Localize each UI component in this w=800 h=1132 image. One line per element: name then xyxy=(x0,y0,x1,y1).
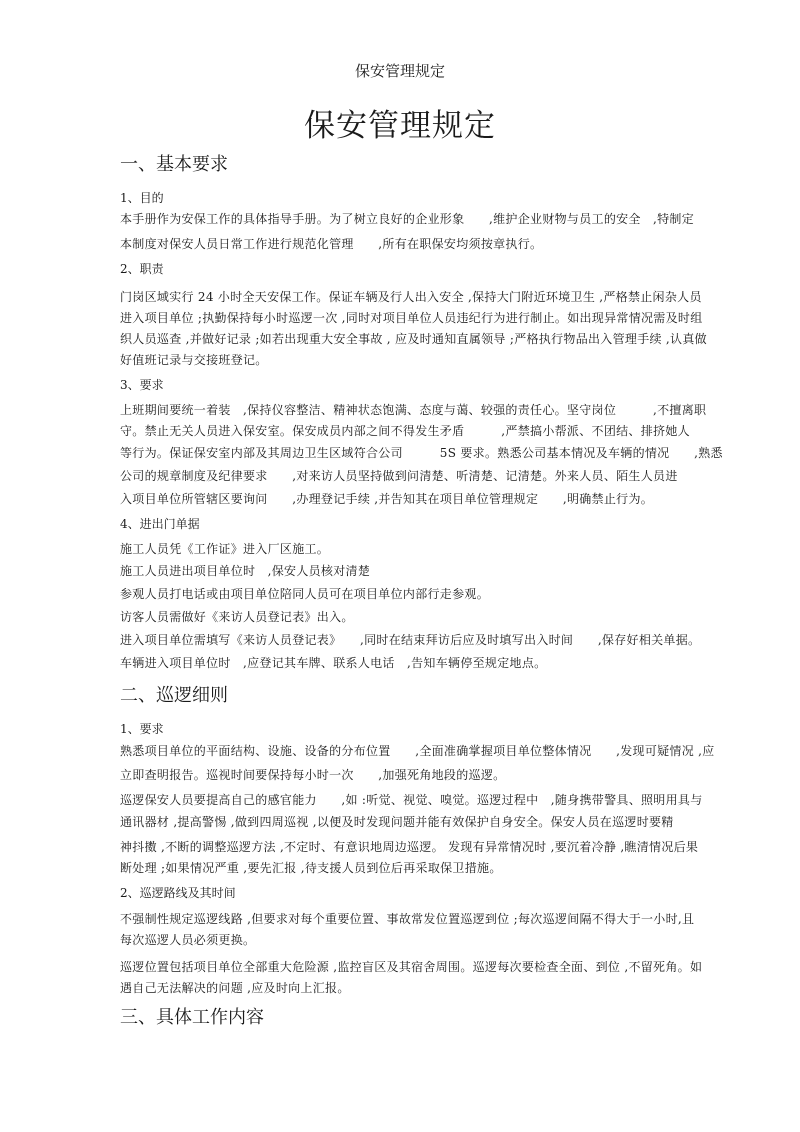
subsection-heading: 1、要求 xyxy=(120,722,164,736)
paragraph-line: 不强制性规定巡逻线路 ,但要求对每个重要位置、事故常发位置巡逻到位 ;每次巡逻间隔不得大于一小时,且 xyxy=(120,912,695,926)
paragraph-line: 参观人员打电话或由项目单位陪同人员可在项目单位内部行走参观。 xyxy=(120,587,490,601)
section-heading: 一、基本要求 xyxy=(120,154,228,175)
paragraph-line: 施工人员进出项目单位时 ,保安人员核对清楚 xyxy=(120,564,371,578)
paragraph-line: 断处理 ;如果情况严重 ,要先汇报 ,待支援人员到位后再采取保卫措施。 xyxy=(120,861,502,875)
section-heading: 二、巡逻细则 xyxy=(120,685,228,706)
paragraph-line: 本制度对保安人员日常工作进行规范化管理 ,所有在职保安均须按章执行。 xyxy=(120,237,543,251)
paragraph-line: 巡逻保安人员要提高自己的感官能力 ,如 :听觉、视觉、嗅觉。巡逻过程中 ,随身携带警具、照明用具与 xyxy=(120,793,703,807)
paragraph-line: 遇自己无法解决的问题 ,应及时向上汇报。 xyxy=(120,981,350,995)
document-title: 保安管理规定 xyxy=(304,108,496,144)
section-heading: 三、具体工作内容 xyxy=(120,1007,264,1028)
paragraph-line: 熟悉项目单位的平面结构、设施、设备的分布位置 ,全面准确掌握项目单位整体情况 ,发现可疑情况 ,应 xyxy=(120,744,715,758)
paragraph-line: 公司的规章制度及纪律要求 ,对来访人员坚持做到问清楚、听清楚、记清楚。外来人员、陌生人员进 xyxy=(120,469,678,483)
subsection-heading: 2、巡逻路线及其时间 xyxy=(120,886,236,900)
paragraph-line: 神抖擞 ,不断的调整巡逻方法 ,不定时、有意识地周边巡逻。 发现有异常情况时 ,要沉着冷静 ,瞧清情况后果 xyxy=(120,840,699,854)
paragraph-line: 上班期间要统一着装 ,保持仪容整洁、精神状态饱满、态度与蔼、较强的责任心。坚守岗位 ,不擅离职 xyxy=(120,403,707,417)
paragraph-line: 等行为。保证保安室内部及其周边卫生区域符合公司 5S 要求。熟悉公司基本情况及车辆的情况 ,熟悉 xyxy=(120,446,723,460)
paragraph-line: 施工人员凭《工作证》进入厂区施工。 xyxy=(120,542,330,556)
paragraph-line: 立即查明报告。巡视时间要保持每小时一次 ,加强死角地段的巡逻。 xyxy=(120,768,506,782)
page-header: 保安管理规定 xyxy=(354,62,445,80)
paragraph-line: 进入项目单位 ;执勤保持每小时巡逻一次 ,同时对项目单位人员违纪行为进行制止。如出现异常情况需及时组 xyxy=(120,311,703,325)
paragraph-line: 进入项目单位需填写《来访人员登记表》 ,同时在结束拜访后应及时填写出入时间 ,保存好相关单据。 xyxy=(120,633,701,647)
paragraph-line: 入项目单位所管辖区要询问 ,办理登记手续 ,并告知其在项目单位管理规定 ,明确禁止行为。 xyxy=(120,492,654,506)
paragraph-line: 巡逻位置包括项目单位全部重大危险源 ,监控盲区及其宿舍周围。巡逻每次要检查全面、到位 ,不留死角。如 xyxy=(120,960,703,974)
subsection-heading: 2、职责 xyxy=(120,262,164,276)
subsection-heading: 1、目的 xyxy=(120,191,164,205)
paragraph-line: 通讯器材 ,提高警惕 ,做到四周巡视 ,以便及时发现问题并能有效保护自身安全。保安人员在巡逻时要精 xyxy=(120,815,674,829)
paragraph-line: 好值班记录与交接班登记。 xyxy=(120,353,268,367)
paragraph-line: 守。禁止无关人员进入保安室。保安成员内部之间不得发生矛盾 ,严禁搞小帮派、不团结、排挤她人 xyxy=(120,424,690,438)
subsection-heading: 3、要求 xyxy=(120,378,164,392)
paragraph-line: 访客人员需做好《来访人员登记表》出入。 xyxy=(120,610,354,624)
paragraph-line: 车辆进入项目单位时 ,应登记其车牌、联系人电话 ,告知车辆停至规定地点。 xyxy=(120,656,547,670)
paragraph-line: 织人员巡查 ,并做好记录 ;如若出现重大安全事故 , 应及时通知直属领导 ;严格执行物品出入管理手续 ,认真做 xyxy=(120,332,707,346)
paragraph-line: 门岗区域实行 24 小时全天安保工作。保证车辆及行人出入安全 ,保持大门附近环境卫生 ,严格禁止闲杂人员 xyxy=(120,290,702,304)
subsection-heading: 4、进出门单据 xyxy=(120,517,200,531)
paragraph-line: 本手册作为安保工作的具体指导手册。为了树立良好的企业形象 ,维护企业财物与员工的安全 ,特制定 xyxy=(120,212,695,226)
paragraph-line: 每次巡逻人员必须更换。 xyxy=(120,933,256,947)
